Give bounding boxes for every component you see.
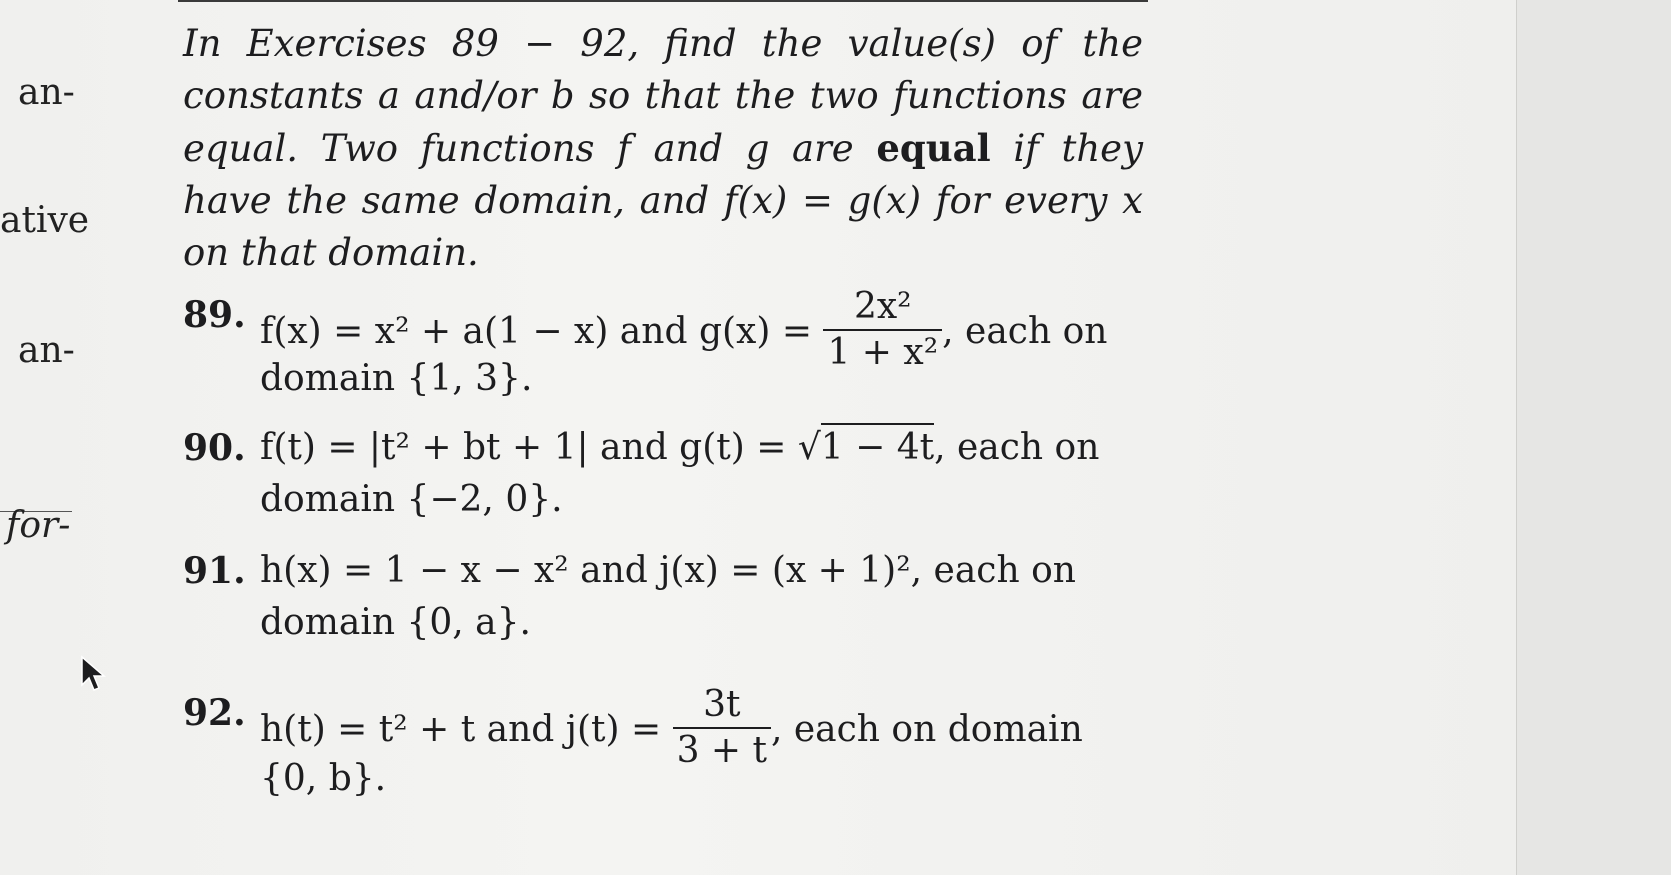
exercise-domain: domain {1, 3}. [260,358,533,399]
gutter-text-3: an- [18,330,75,371]
fraction-denominator: 1 + x² [827,332,939,373]
fraction [823,285,942,375]
statement-text: f(x) = x² + a(1 − x) and g(x) = [260,311,824,352]
exercise-number: 89. [183,294,246,336]
statement-text: f(t) = |t² + bt + 1| and g(t) = √ [260,427,821,468]
gutter-text-2: ative [0,200,90,241]
exercise-90 [183,422,1100,532]
exercise-number: 90. [183,427,246,469]
exercise-91 [183,545,1093,655]
square-root-radicand: 1 − 4t [821,423,934,468]
instructions-tail: if they have the same domain, and f(x) = g(x) for every x on that domain. [183,127,1143,274]
statement-text-after: , each on [942,311,1108,352]
adjacent-page-edge [1516,0,1671,875]
exercise-92 [183,683,1093,803]
fraction [673,683,771,773]
exercise-statement [260,422,1099,474]
statement-text-after: , each on [934,427,1100,468]
fraction-denominator: 3 + t [676,730,767,771]
exercise-domain: domain {−2, 0}. [260,479,563,520]
fraction-numerator: 3t [673,683,771,729]
instructions-lead: In Exercises 89 − 92, find the value(s) of the constants a and/or b so that the two functions are equal. Two functions f and g are [183,22,1143,170]
exercise-domain: domain {0, a}. [260,602,531,643]
exercise-89 [183,285,1108,405]
statement-text: h(t) = t² + t and j(t) = [260,709,673,750]
gutter-text-1: an- [18,72,75,113]
top-rule [178,0,1148,2]
exercise-number: 91. [183,550,246,592]
instructions-bold-term: equal [876,126,991,170]
exercise-domain: {0, b}. [260,758,387,799]
gutter-text-4: for- [6,505,71,546]
instructions-paragraph [183,18,1143,279]
statement-text-after: , each on domain [770,709,1083,750]
exercise-statement: h(x) = 1 − x − x² and j(x) = (x + 1)², each on [260,550,1076,591]
fraction-numerator: 2x² [823,285,942,331]
exercise-number: 92. [183,692,246,734]
